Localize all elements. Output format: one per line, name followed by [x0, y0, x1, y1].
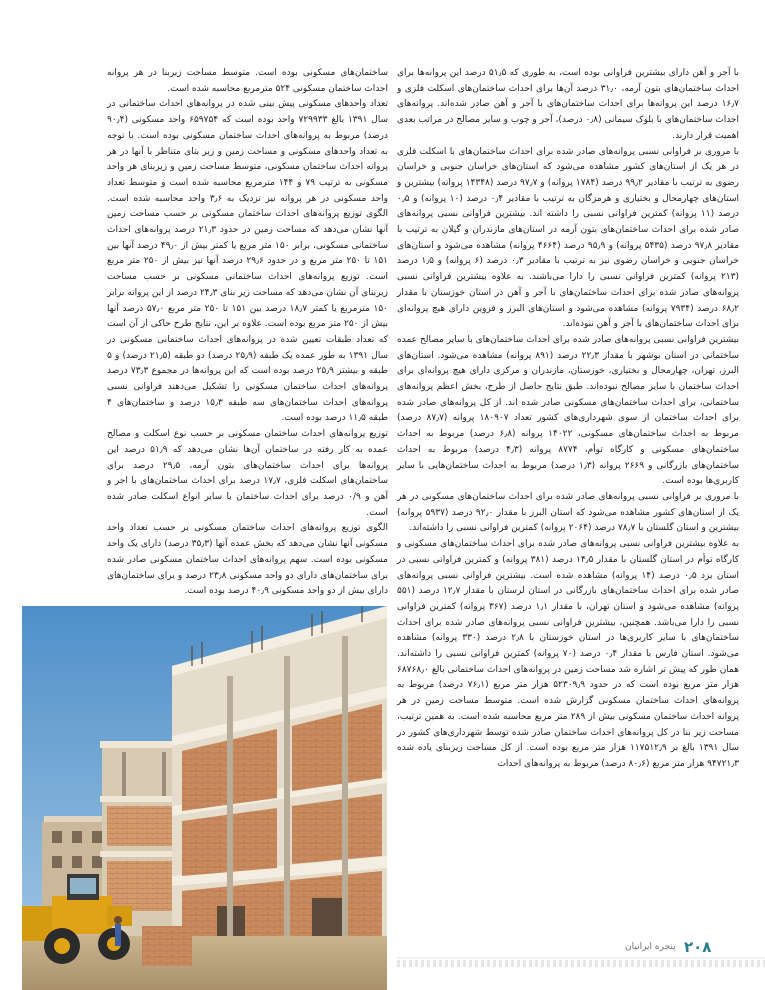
page-number: ۲۰۸ [684, 938, 712, 956]
paragraph: توزیع پروانه‌های احداث ساختمان مسکونی بر حسب نوع اسکلت و مصالح عمده به کار رفته در ساختمان آن‌ها نشان می‌دهد که ۵۱٫۹ درصد این پروانه‌ها برای احداث ساختمان‌های بتون آرمه، ۲۹٫۵ درصد برای ساختمان‌های اسکلت فلزی، ۱۷٫۷ درصد برای احداث ساختمان‌های با اجر و آهن و ۰/۹ درصد برای احداث ساختمان با سایر انواع اسکلت صادر شده است. [107, 429, 389, 518]
paragraph: بیشترین فراوانی نسبی پروانه‌های صادر شده برای احداث ساختمان‌های با سایر مصالح عمده ساختمانی در استان بوشهر با مقدار ۲۲٫۳ درصد (۸۹۱ پروانه) مشاهده می‌شود. استان‌های البرز، تهران، چهارمحال و بختیاری، خوزستان، مازندران و مرکزی دارای هیچ پروانه‌ای برای احداث ساختمان با سایر مصالح نبوده‌اند. طبق نتایج حاصل از طرح، بخش اعظم پروانه‌های ساختمانی، برای احداث ساختمان‌های مسکونی صادر شده اند. از کل پروانه‌های صادر شده برای احداث ساختمان از سوی شهرداری‌های کشور تعداد ۱۸۰۹۰۷ پروانه (۸۷٫۷ درصد) مربوط به احداث ساختمان‌های مسکونی، ۱۴۰۲۲ پروانه (۶٫۸ درصد) مربوط به احداث ساختمان‌های مسکونی و کارگاه توأم، ۸۷۷۴ پروانه (۴٫۳ درصد) مربوط به احداث ساختمان‌های بازرگانی و ۲۶۶۹ پروانه (۱٫۳ درصد) مربوط به احداث ساختمان‌هایی با سایر کاربری‌ها بوده است. [397, 334, 739, 487]
text-column-left [107, 66, 388, 600]
construction-site-photo [22, 606, 387, 990]
paragraph: الگوی توزیع پروانه‌های احداث ساختمان مسکونی بر حسب تعداد واحد مسکونی آنها نشان می‌دهد که بخش عمده آنها (۳۵٫۳ درصد) دارای یک واحد مسکونی بوده است. سهم پروانه‌های احداث ساختمان مسکونی صادر شده برای ساختمان‌های دارای دو واحد مسکونی ۲۳٫۸ درصد و برای ساختمان‌های دارای بیش از دو واحد مسکونی ۴۰٫۹ درصد بوده است. [107, 523, 388, 597]
footer-divider [397, 957, 765, 959]
text-column-right [397, 66, 739, 773]
paragraph: ساختمان‌های مسکونی بوده است. متوسط مساحت زیربنا در هر پروانه احداث ساختمان مسکونی ۵۲۴ مترمربع محاسبه شده است. [107, 68, 388, 94]
footer-pattern-strip [397, 960, 765, 967]
paragraph: با آجر و آهن دارای بیشترین فراوانی بوده است، به طوری که ۵۱٫۵ درصد این پروانه‌ها برای احداث ساختمان‌های بتون آرمه، ۳۱٫۰ درصد آن‌ها برای احداث ساختمان‌های اسکلت فلزی و ۱۶٫۷ درصد این پروانه‌ها برای احداث ساختمان‌های با آجر و آهن صادر شده‌اند. پروانه‌های احداث ساختمان‌های با بلوک سیمانی (۰٫۸ درصد)، آجر و چوب و سایر مصالح در مراتب بعدی اهمیت قرار دارند. [397, 68, 739, 141]
paragraph: به علاوه بیشترین فراوانی نسبی پروانه‌های صادر شده برای احداث ساختمان‌های مسکونی و کارگاه توأم در استان گلستان با مقدار ۱۴٫۵ درصد (۳۸۱ پروانه) و کمترین فراوانی نسبی در استان یزد ۰٫۵ درصد (۱۴ پروانه) مشاهده شده است. بیشترین فراوانی نسبی پروانه‌های صادر شده برای احداث ساختمان‌های بازرگانی در استان لرستان با مقدار ۱۲٫۷ درصد (۵۵۱ پروانه) مشاهده می‌شود و استان تهران، با مقدار ۱٫۱ درصد (۳۶۷ پروانه) کمترین فراوانی نسبی را دارا می‌باشد. همچنین، بیشترین فراوانی نسبی پروانه‌های صادر شده برای احداث ساختمان‌های با سایر کاربری‌ها در استان خوزستان با ۲٫۸ درصد (۳۳۰ پروانه) مشاهده می‌شود. استان فارس با مقدار ۰٫۴ درصد (۷۰ پروانه) کمترین فراوانی نسبی را داشته‌اند. همان طور که پیش تر اشاره شد مساحت زمین در پروانه‌های احداث ساختمانی بالغ ۶۸۷۶۸٫۰ هزار متر مربع بوده است که در حدود ۵۲۳۰۹٫۹ هزار متر مربع (۷۶٫۱ درصد) مربوط به پروانه‌های احداث ساختمان مسکونی گزارش شده است. متوسط مساحت زمین در هر پروانه احداث ساختمان مسکونی بیش از ۲۸۹ متر مربع محاسبه شده است. به همین ترتیب، مساحت زیر بنا در کل پروانه‌های احداث ساختمان صادر شده توسط شهرداری‌های کشور در سال ۱۳۹۱ بالغ بر ۱۱۷۵۱۲٫۹ هزار متر مربع بوده است. از کل مساحت زیربنای یاده شده ۹۴۷۲۱٫۳ هزار متر مربع (۸۰٫۶ درصد) مربوط به پروانه‌های احداث [397, 539, 740, 769]
paragraph: با مروری بر فراوانی نسبی پروانه‌های صادر شده برای احداث ساختمان‌های مسکونی در هر یک از استان‌های کشور مشاهده می‌شود که استان البرز با مقدار ۹۲٫۰ درصد (۵۹۳۷ پروانه) بیشترین و استان گلستان با ۷۸٫۷ درصد (۲۰۶۴ پروانه) کمترین فراوانی نسبی را داشته‌اند. [397, 491, 739, 534]
paragraph: با مروری بر فراوانی نسبی پروانه‌های صادر شده برای احداث ساختمان‌های با اسکلت فلزی در هر یک از استان‌های کشور مشاهده می‌شود که استان‌های خراسان جنوبی و خراسان رضوی به ترتیب با مقادیر ۹۹٫۲ درصد (۱۷۸۴ پروانه) و ۹۷٫۷ درصد (۱۴۳۴۸ پروانه) بیشترین و استان‌های چهارمحال و بختیاری و هرمزگان به ترتیب با مقادیر ۰٫۴ درصد (۱۰ پروانه) و ۰٫۵ درصد (۱۱ پروانه) کمترین فراوانی نسبی را داشته اند. بیشترین فراوانی نسبی پروانه‌های صادر شده برای احداث ساختمان‌های بتون آرمه در استان‌های مازندران و گیلان به ترتیب با مقادیر ۹۷٫۸ درصد (۵۴۳۵ پروانه) و ۹۵٫۹ درصد (۴۶۶۴ پروانه) مشاهده می‌شود و استان‌های خراسان جنوبی و خراسان رضوی نیز به ترتیب با مقادیر ۰٫۳ درصد (۶ پروانه) و ۱٫۵ درصد (۲۱۳ پروانه) کمترین فراوانی نسبی را دارا می‌باشند. به علاوه بیشترین فراوانی نسبی پروانه‌های صادر شده برای احداث ساختمان‌های با آجر و آهن در استان خوزستان با مقدار ۶۸٫۲ درصد (۷۹۳۴ پروانه) مشاهده می‌شود و استان‌های البرز و قزوین دارای هیچ پروانه‌ای برای احداث ساختمان‌های با آجر و آهن نبوده‌اند. [397, 146, 740, 330]
paragraph: تعداد واحدهای مسکونی پیش بینی شده در پروانه‌های احداث ساختمانی در سال ۱۳۹۱ بالغ ۷۲۹۹۳۳ واحد بوده است که ۶۵۹۷۵۴ واحد مسکونی (۹۰٫۴ درصد) مربوط به پروانه‌های احداث ساختمان مسکونی بوده است. با توجه به تعداد واحدهای مسکونی و مساحت زمین و زیر بنای متناظر با آنها در هر پروانه احداث ساختمان مسکونی، متوسط مساحت زمین و زیربنای هر واحد مسکونی به ترتیب ۷۹ و ۱۴۴ مترمربع محاسبه شده است و متوسط تعداد واحد مسکونی در هر پروانه نیز نزدیک به ۳٫۶ واحد محاسبه شده است. الگوی توزیع پروانه‌های احداث ساختمان مسکونی بر حسب مساحت زمین آنها نشان می‌دهد که مساحت زمین در حدود ۲۱٫۳ درصد پروانه‌های احداث ساختمانی مسکونی، برابر ۱۵۰ متر مربع یا کمتر بیش از ۴۹٫۰ درصد آنها بین ۱۵۱ تا ۲۵۰ متر مربع و در حدود ۲۹٫۶ درصد آنها نیز بیش از ۲۵۰ متر مربع است. توزیع پروانه‌های احداث ساختمانی مسکونی بر حسب مساحت زیربنای آن نشان می‌دهد که مساحت زیر بنای ۲۴٫۳ درصد از این پروانه برابر ۱۵۰ مترمربع یا کمتر ۱۸٫۷ درصد بین ۱۵۱ تا ۲۵۰ متر مربع ۵۷٫۰ درصد آنها بیش از ۲۵۰ متر مربع بوده است. علاوه بر این، نتایج طرح حاکی از آن است که تعداد طبقات تعیین شده در پروانه‌های احداث ساختمانی مسکونی در سال ۱۳۹۱ به طور عمده یک طبقه (۲۵٫۹ درصد) دو طبقه (۲۱٫۵ درصد) و ۵ طبقه و بیشتر ۲۵٫۹ درصد بوده است که این پروانه‌ها در مجموع ۷۳٫۳ درصد پروانه‌های احداث ساختمان مسکونی را تشکیل می‌دهند فراوانی نسبی پروانه‌های احداث ساختمان‌های سه طبقه ۱۵٫۳ درصد و ساختمان‌های ۴ طبقه ۱۱٫۵ درصد بوده است. [107, 99, 389, 424]
magazine-name: پنجره ایرانیان [625, 942, 676, 952]
